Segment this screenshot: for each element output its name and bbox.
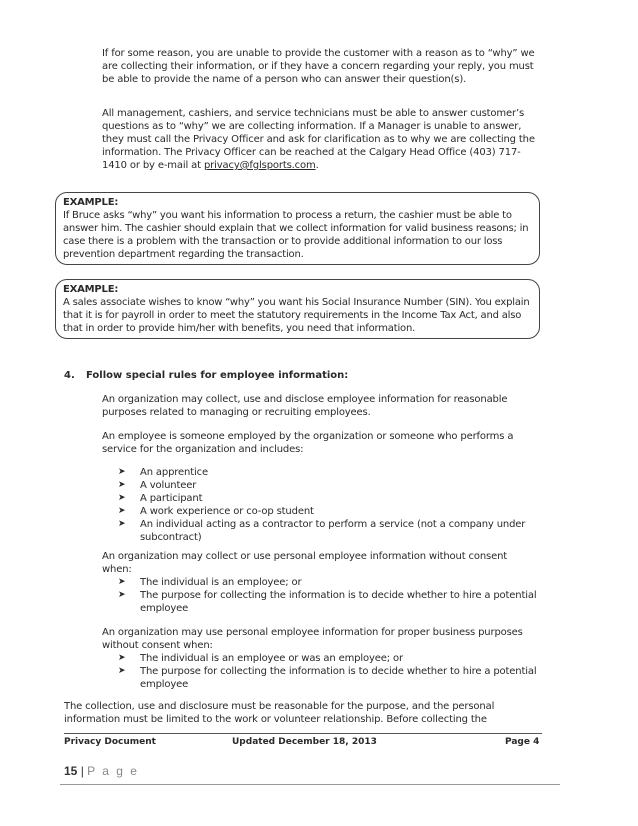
list-item: ➤ The purpose for collecting the information is to decide whether to hire a potential employee (118, 666, 537, 690)
arrow-bullet-icon: ➤ (118, 519, 126, 529)
section-paragraph-1: An organization may collect, use and disclose employee information for reasonable purposes related to managing or recruiting employees. (102, 394, 508, 418)
list-item: ➤ The individual is an employee or was an employee; or (118, 653, 403, 664)
list-item: ➤ An apprentice (118, 467, 208, 478)
list-item: ➤ A participant (118, 493, 203, 504)
arrow-bullet-icon: ➤ (118, 493, 126, 503)
arrow-bullet-icon: ➤ (118, 590, 126, 600)
arrow-bullet-icon: ➤ (118, 467, 126, 477)
section-paragraph-4: An organization may use personal employee information for proper business purposes without consent when: (102, 627, 523, 651)
list-item: ➤ The purpose for collecting the information is to decide whether to hire a potential employee (118, 590, 537, 614)
footer-document-title: Privacy Document (64, 737, 156, 747)
section-heading (64, 370, 348, 381)
intro-paragraph-2-text: All management, cashiers, and service technicians must be able to answer customer’s questions as to “why” we are collecting information. If a Manager is unable to answer, they must call the Privacy Officer and ask for clarification as to why we are collecting the information. The Privacy Officer can be reached at the Calgary Head Office (403) 717-1410 or by e-mail at (102, 108, 535, 171)
section-number: 4. (64, 370, 75, 381)
example-text-2: A sales associate wishes to know “why” you want his Social Insurance Number (SIN). You explain that it is for payroll in order to meet the statutory requirements in the Income Tax Act, and also that in order to provide him/her with benefits, you need that information. (63, 297, 530, 334)
footer-page-label: Page 4 (505, 737, 540, 747)
arrow-bullet-icon: ➤ (118, 480, 126, 490)
use-when-list (118, 652, 538, 691)
example-box-2 (55, 279, 540, 339)
footer-updated-date: Updated December 18, 2013 (232, 737, 377, 747)
intro-paragraph-1: If for some reason, you are unable to provide the customer with a reason as to “why” we are collecting their information, or if they have a concern regarding your reply, you must be able to provide the name of a person who can answer their question(s). (102, 48, 535, 85)
page-number-suffix: P a g e (87, 764, 139, 778)
intro-paragraph-2 (102, 107, 538, 172)
page-number-separator: | (77, 764, 88, 778)
privacy-email-link[interactable]: privacy@fglsports.com (203, 160, 316, 171)
section-paragraph-2: An employee is someone employed by the organization or someone who performs a service for the organization and includes: (102, 431, 514, 455)
list-item: ➤ A work experience or co-op student (118, 506, 314, 517)
arrow-bullet-icon: ➤ (118, 653, 126, 663)
page-number-value: 15 (64, 764, 78, 778)
example-box-1 (55, 192, 540, 265)
employee-includes-list (118, 466, 538, 544)
section-paragraph-3: An organization may collect or use personal employee information without consent when: (102, 551, 508, 575)
list-item: ➤ A volunteer (118, 480, 197, 491)
section-title: Follow special rules for employee information: (86, 370, 349, 381)
arrow-bullet-icon: ➤ (118, 506, 126, 516)
example-label-1: EXAMPLE: (63, 197, 119, 208)
page-number-divider (60, 784, 560, 785)
collect-when-list (118, 576, 538, 615)
closing-paragraph: The collection, use and disclosure must be reasonable for the purpose, and the personal information must be limited to the work or volunteer relationship. Before collecting the (64, 701, 495, 725)
example-text-1: If Bruce asks “why” you want his information to process a return, the cashier must be able to answer him. The cashier should explain that we collect information for valid business reasons; in case there is a problem with the transaction or to provide additional information to our loss prevention department regarding the transaction. (63, 210, 529, 260)
intro-paragraph-2-end: . (315, 160, 319, 171)
list-item: ➤ The individual is an employee; or (118, 577, 302, 588)
arrow-bullet-icon: ➤ (118, 666, 126, 676)
example-label-2: EXAMPLE: (63, 284, 119, 295)
footer-divider (64, 733, 542, 734)
arrow-bullet-icon: ➤ (118, 577, 126, 587)
list-item: ➤ An individual acting as a contractor to perform a service (not a company under subcontract) (118, 519, 526, 543)
page-number (64, 764, 139, 778)
